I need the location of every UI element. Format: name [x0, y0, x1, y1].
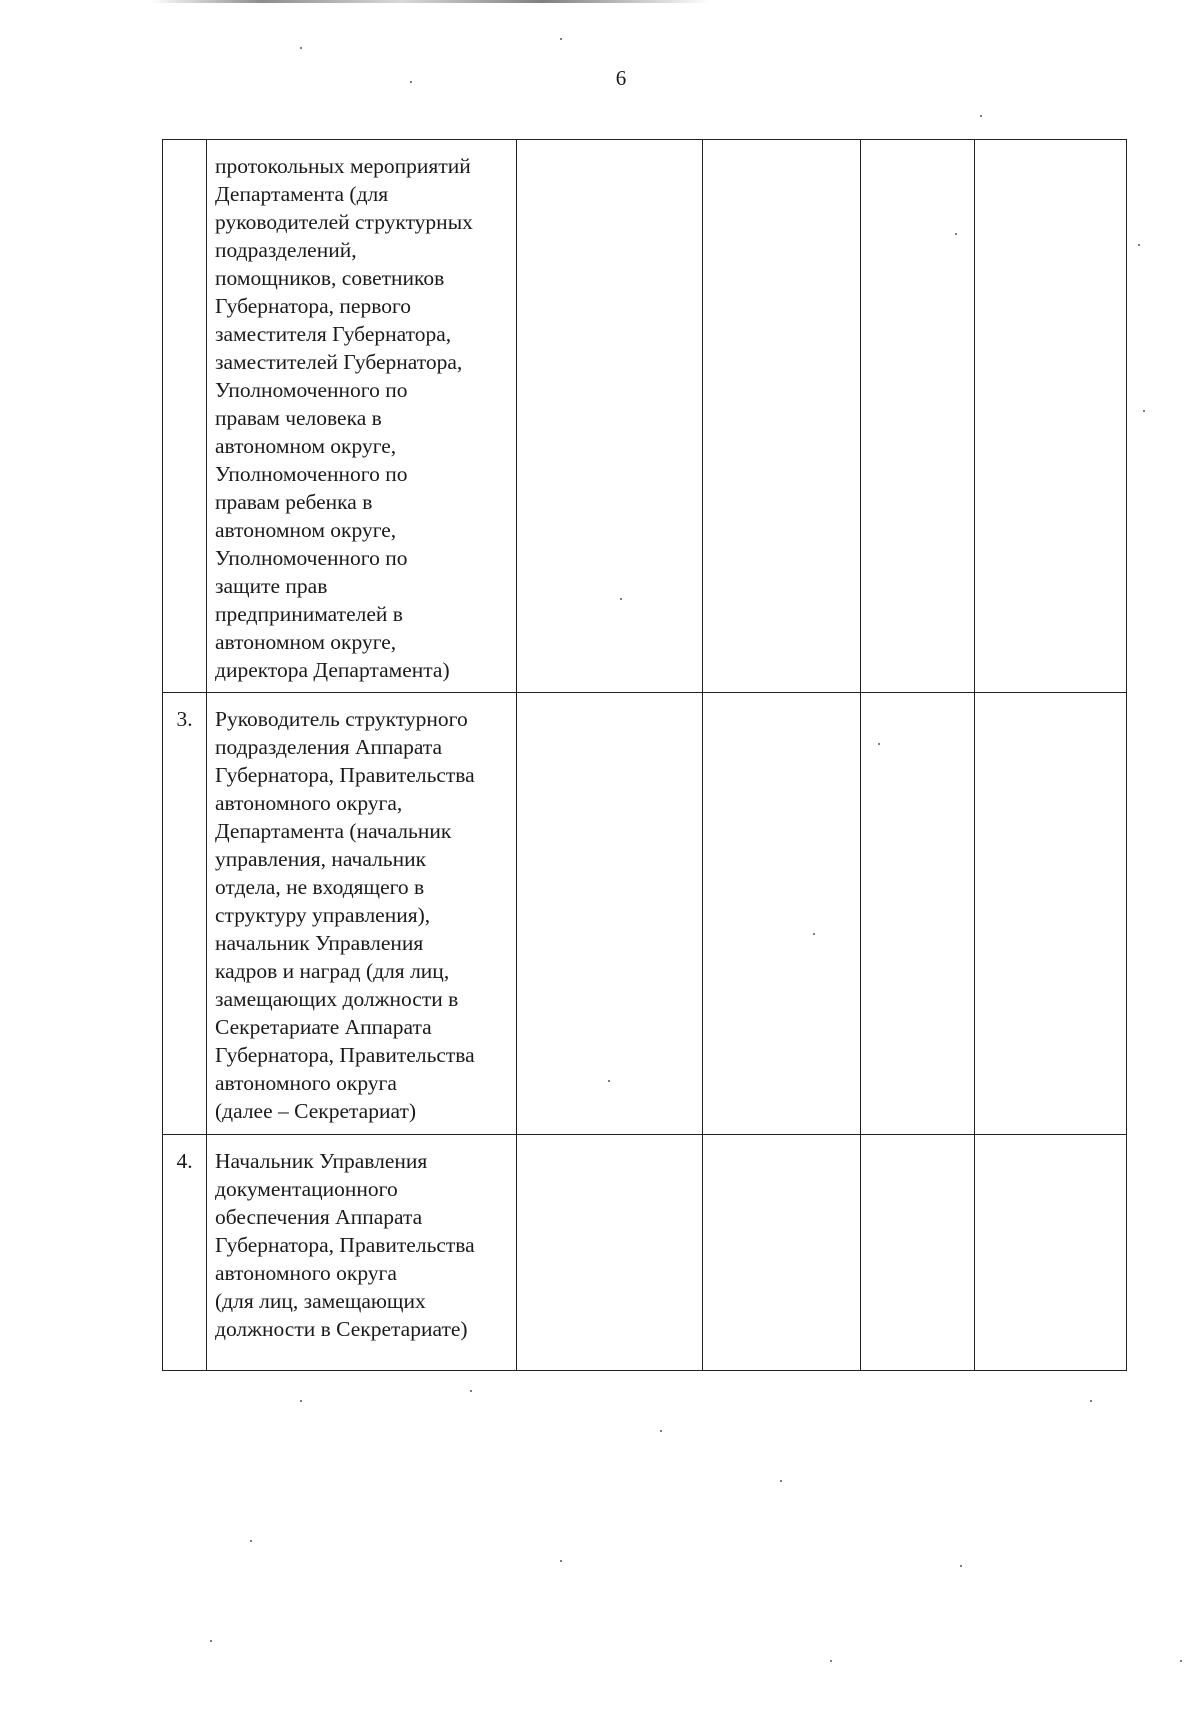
empty-cell [703, 1135, 861, 1371]
scan-speck [300, 47, 302, 49]
description-line: кадров и наград (для лиц, [215, 959, 450, 983]
description-line: защите прав [215, 574, 328, 598]
description-line: начальник Управления [215, 931, 424, 955]
scan-speck [813, 933, 815, 935]
empty-cell [517, 1135, 703, 1371]
description-line: автономного округа [215, 1261, 397, 1285]
description-line: структуру управления), [215, 903, 431, 927]
empty-cell [975, 693, 1127, 1135]
empty-cell [975, 140, 1127, 693]
description-line: протокольных мероприятий [215, 154, 471, 178]
position-description-cell [207, 140, 517, 693]
description-line: документационного [215, 1177, 398, 1201]
description-line: подразделений, [215, 238, 357, 262]
description-line: Начальник Управления [215, 1149, 428, 1173]
description-line: Секретариате Аппарата [215, 1015, 432, 1039]
empty-cell [861, 140, 975, 693]
scan-speck [210, 1640, 212, 1642]
empty-cell [517, 140, 703, 693]
scan-speck [410, 81, 412, 83]
table-row [163, 693, 1127, 1135]
description-line: Уполномоченного по [215, 378, 408, 402]
description-line: заместителей Губернатора, [215, 350, 463, 374]
description-line: управления, начальник [215, 847, 427, 871]
row-number-cell [163, 1135, 207, 1371]
description-line: подразделения Аппарата [215, 735, 443, 759]
description-line: Уполномоченного по [215, 462, 408, 486]
scan-speck [1138, 244, 1140, 246]
position-description-cell [207, 693, 517, 1135]
scan-speck [250, 1540, 252, 1542]
description-line: директора Департамента) [215, 658, 450, 682]
description-line: Губернатора, первого [215, 294, 412, 318]
scan-speck [470, 1390, 472, 1392]
description-line: Губернатора, Правительства [215, 763, 475, 787]
empty-cell [703, 140, 861, 693]
empty-cell [517, 693, 703, 1135]
row-number-cell [163, 140, 207, 693]
page-number: 6 [615, 66, 627, 90]
description-line: автономного округа [215, 1071, 397, 1095]
scan-speck [300, 1400, 302, 1402]
description-line: должности в Секретариате) [215, 1317, 468, 1341]
table-row [163, 1135, 1127, 1371]
description-line: Уполномоченного по [215, 546, 408, 570]
description-line: (для лиц, замещающих [215, 1289, 426, 1313]
scan-speck [620, 598, 622, 600]
description-line: правам ребенка в [215, 490, 373, 514]
description-line: автономном округе, [215, 434, 397, 458]
description-line: Департамента (начальник [215, 819, 452, 843]
scan-speck [1090, 1400, 1092, 1402]
empty-cell [861, 693, 975, 1135]
description-line: предпринимателей в [215, 602, 403, 626]
description-line: заместителя Губернатора, [215, 322, 452, 346]
scan-speck [960, 1565, 962, 1567]
description-line: Департамента (для [215, 182, 389, 206]
description-line: Губернатора, Правительства [215, 1233, 475, 1257]
scan-speck [780, 1480, 782, 1482]
scan-speck [955, 233, 957, 235]
description-line: замещающих должности в [215, 987, 459, 1011]
description-line: автономного округа, [215, 791, 403, 815]
empty-cell [975, 1135, 1127, 1371]
position-description-cell [207, 1135, 517, 1371]
scan-artifact-line [150, 0, 710, 3]
scan-speck [560, 38, 562, 40]
empty-cell [703, 693, 861, 1135]
description-line: Губернатора, Правительства [215, 1043, 475, 1067]
description-line: автономном округе, [215, 518, 397, 542]
row-number: 3. [176, 707, 193, 731]
scan-speck [608, 1080, 610, 1082]
row-number-cell [163, 693, 207, 1135]
scan-speck [1180, 1660, 1182, 1662]
empty-cell [861, 1135, 975, 1371]
description-line: руководителей структурных [215, 210, 473, 234]
scan-speck [878, 743, 880, 745]
description-line: помощников, советников [215, 266, 445, 290]
scan-speck [560, 1560, 562, 1562]
scan-speck [980, 115, 982, 117]
description-line: отдела, не входящего в [215, 875, 425, 899]
description-line: автономном округе, [215, 630, 397, 654]
scan-speck [1143, 410, 1145, 412]
table-row [163, 140, 1127, 693]
scan-speck [830, 1660, 832, 1662]
description-line: обеспечения Аппарата [215, 1205, 423, 1229]
description-line: Руководитель структурного [215, 707, 468, 731]
description-line: правам человека в [215, 406, 382, 430]
description-line: (далее – Секретариат) [215, 1099, 417, 1123]
scan-speck [660, 1430, 662, 1432]
positions-table [162, 139, 1127, 1371]
row-number: 4. [176, 1149, 193, 1173]
